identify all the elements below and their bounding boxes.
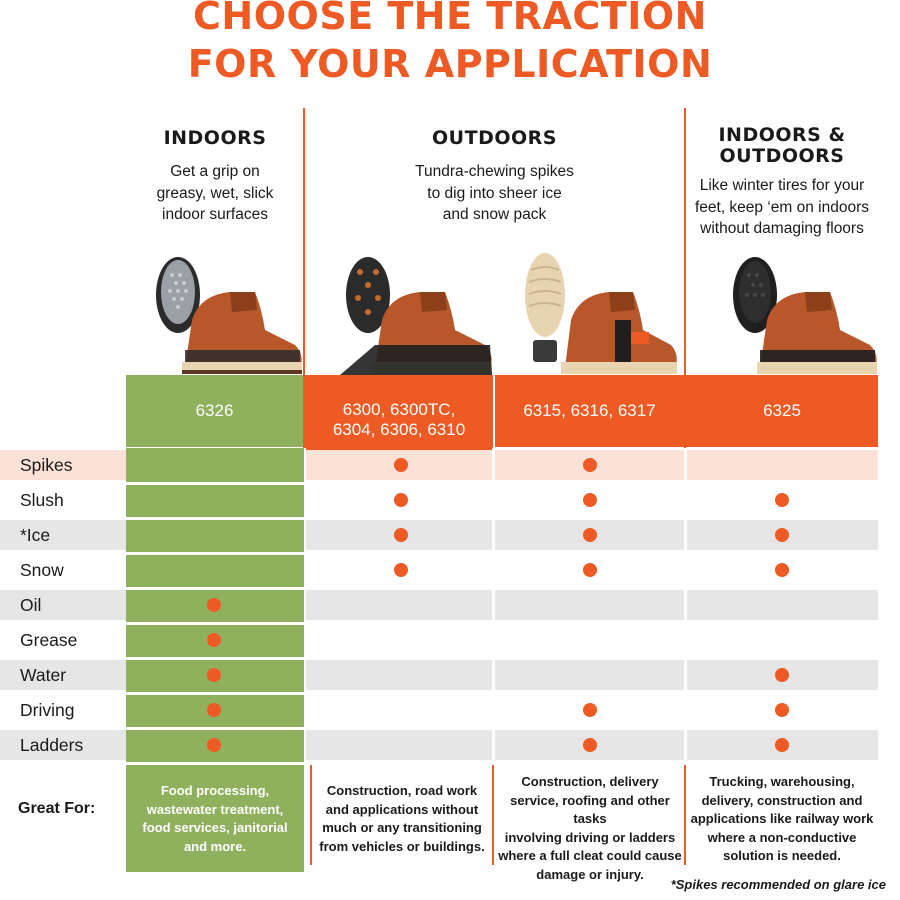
- outdoors-description: Tundra-chewing spikes to dig into sheer ice and snow pack: [415, 163, 574, 223]
- indoors-outdoors-header: [686, 125, 878, 240]
- traction-dot: [394, 493, 408, 507]
- traction-dot: [775, 563, 789, 577]
- indoors-header: [126, 128, 304, 226]
- green-row-gap: [126, 692, 304, 695]
- traction-dot: [775, 493, 789, 507]
- column-gap: [684, 448, 687, 763]
- traction-dot: [775, 703, 789, 717]
- great-for-midsole: Construction, delivery service, roofing and other tasks involving driving or ladders where a full cleat could cause damage or injury.: [498, 774, 682, 882]
- page-title-line-1: CHOOSE THE TRACTION: [193, 0, 707, 38]
- row-label-oil: Oil: [20, 595, 42, 615]
- green-row-gap: [126, 657, 304, 660]
- green-row-gap: [126, 587, 304, 590]
- model-cell-indoors: 6326: [126, 375, 303, 447]
- green-row-gap: [126, 517, 304, 520]
- traction-dot: [394, 563, 408, 577]
- traction-dot: [207, 598, 221, 612]
- row-label-spikes: Spikes: [20, 455, 73, 475]
- rubber-traction-boot-icon: [705, 250, 880, 380]
- row-label-snow: Snow: [20, 560, 64, 580]
- row-label-driving: Driving: [20, 700, 75, 720]
- model-cell-indoors-outdoors: 6325: [686, 375, 878, 447]
- indoors-outdoors-description: Like winter tires for your feet, keep ‘em on indoors without damaging floors: [694, 177, 870, 237]
- green-row-gap: [126, 727, 304, 730]
- row-label-ladders: Ladders: [20, 735, 84, 755]
- green-row-gap: [126, 622, 304, 625]
- model-cell-outdoors: 6300, 6300TC, 6304, 6306, 6310: [305, 400, 493, 460]
- indoors-description: Get a grip on greasy, wet, slick indoor surfaces: [156, 163, 274, 223]
- traction-dot: [207, 668, 221, 682]
- traction-dot: [583, 528, 597, 542]
- great-for-label: Great For:: [18, 800, 96, 817]
- traction-dot: [583, 563, 597, 577]
- great-for-outdoors: Construction, road work and applications without much or any transitioning from vehicles or buildings.: [319, 783, 485, 854]
- model-cell-outdoors-top: [305, 375, 493, 400]
- green-row-gap: [126, 482, 304, 485]
- row-label-water: Water: [20, 665, 67, 685]
- traction-dot: [775, 528, 789, 542]
- outdoors-header: [305, 128, 684, 226]
- spiked-traction-boot-icon: [320, 250, 495, 380]
- green-row-gap: [126, 552, 304, 555]
- row-label-ice: *Ice: [20, 525, 51, 545]
- outdoors-title: OUTDOORS: [432, 127, 557, 149]
- traction-dot: [583, 703, 597, 717]
- mid-sole-cleat-boot-icon: [505, 250, 680, 380]
- traction-dot: [394, 458, 408, 472]
- indoors-title: INDOORS: [163, 127, 267, 149]
- traction-dot: [775, 668, 789, 682]
- model-cell-midsole: 6315, 6316, 6317: [495, 375, 684, 447]
- row-label-slush: Slush: [20, 490, 64, 510]
- traction-dot: [207, 738, 221, 752]
- traction-dot: [583, 458, 597, 472]
- great-for-indoors-outdoors: Trucking, warehousing, delivery, construction and applications like railway work where a non-conductive solution is needed.: [690, 774, 874, 863]
- footnote: *Spikes recommended on glare ice: [670, 877, 886, 892]
- page-title-line-2: FOR YOUR APPLICATION: [187, 42, 713, 86]
- traction-dot: [394, 528, 408, 542]
- traction-dot: [207, 633, 221, 647]
- traction-dot: [775, 738, 789, 752]
- traction-dot: [583, 493, 597, 507]
- green-row-gap: [126, 762, 304, 765]
- column-gap: [492, 448, 495, 763]
- indoor-traction-boot-icon: [130, 250, 305, 380]
- great-for-indoors: Food processing, wastewater treatment, food services, janitorial and more.: [142, 783, 288, 854]
- indoors-outdoors-title: INDOORS & OUTDOORS: [718, 124, 846, 167]
- traction-dot: [583, 738, 597, 752]
- row-label-grease: Grease: [20, 630, 78, 650]
- traction-dot: [207, 703, 221, 717]
